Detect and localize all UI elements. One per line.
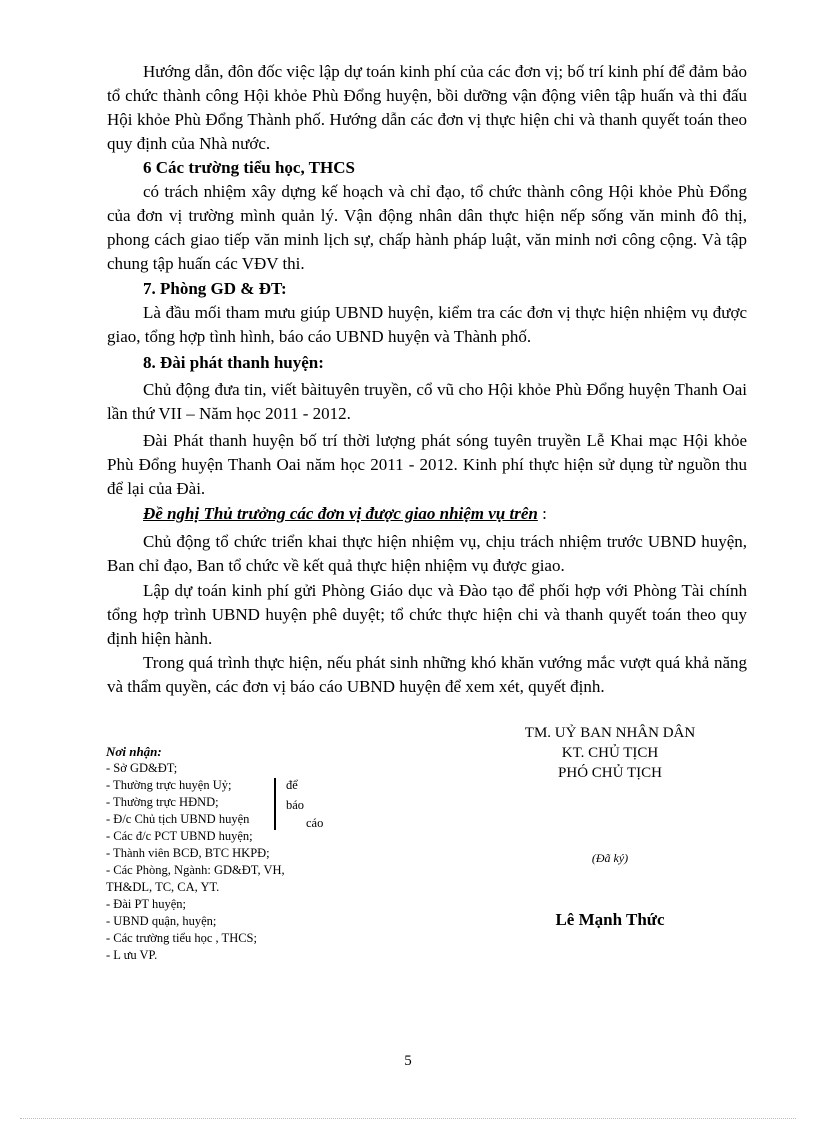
paragraph-budget-guidance: Hướng dẫn, đôn đốc việc lập dự toán kinh phí của các đơn vị; bố trí kinh phí để đảm bảo tổ chức thành công Hội khỏe Phù Đổng huyện, bồi dưỡng vận động viên tập huấn và thi đấu Hội khỏe Phù Đổng Thành phố. Hướng dẫn các đơn vị thực hiện chi và thanh quyết toán theo quy định của Nhà nước. — [107, 62, 747, 153]
request-colon: : — [537, 504, 547, 523]
section-heading-7: 7. Phòng GD & ĐT: — [143, 279, 287, 298]
request-heading-line — [107, 502, 747, 526]
paragraph-difficulties: Trong quá trình thực hiện, nếu phát sinh những khó khăn vướng mắc vượt quá khả năng và thẩm quyền, các đơn vị báo cáo UBND huyện để xem xét, quyết định. — [107, 653, 747, 696]
recipients-block — [106, 743, 346, 964]
recipient-item: - L ưu VP. — [106, 948, 158, 962]
paragraph-implement: Chủ động tổ chức triển khai thực hiện nhiệm vụ, chịu trách nhiệm trước UBND huyện, Ban chỉ đạo, Ban tổ chức về kết quả thực hiện nhiệm vụ được giao. — [107, 532, 747, 575]
paragraph-radio-news: Chủ động đưa tin, viết bàituyên truyền, cổ vũ cho Hội khỏe Phù Đổng huyện Thanh Oai lần thứ VII – Năm học 2011 - 2012. — [107, 380, 747, 423]
recipient-item: - UBND quận, huyện; — [106, 914, 217, 928]
recipient-item: - Thường trực HĐND; — [106, 795, 219, 809]
recipient-item: TH&DL, TC, CA, YT. — [106, 880, 220, 894]
recipient-item: - Các Phòng, Ngành: GD&ĐT, VH, — [106, 863, 285, 877]
signature-role: KT. CHỦ TỊCH — [561, 745, 659, 761]
recipient-item: - Các đ/c PCT UBND huyện; — [106, 829, 253, 843]
signature-org: TM. UỶ BAN NHÂN DÂN — [524, 725, 696, 741]
bracket-word-de: để — [286, 778, 298, 792]
bracket-word-bao: báo — [286, 798, 305, 812]
recipient-item: - Đ/c Chủ tịch UBND huyện — [106, 812, 250, 826]
request-heading: Đề nghị Thủ trưởng các đơn vị được giao nhiệm vụ trên — [143, 504, 538, 523]
recipient-item: - Thường trực huyện Uỷ; — [106, 778, 232, 792]
signature-signed-note: (Đã ký) — [591, 851, 629, 865]
paragraph-schools: có trách nhiệm xây dựng kế hoạch và chỉ đạo, tổ chức thành công Hội khỏe Phù Đổng của đơn vị trường mình quản lý. Vận động nhân dân thực hiện nếp sống văn minh đô thị, phong cách giao tiếp văn minh lịch sự, chấp hành pháp luật, văn minh nơi công cộng. Và tập chung tập huấn các VĐV thi. — [107, 182, 747, 273]
paragraph-education-office: Là đầu mối tham mưu giúp UBND huyện, kiểm tra các đơn vị thực hiện nhiệm vụ được giao, tổng hợp tình hình, báo cáo UBND huyện và Thành phố. — [107, 303, 747, 346]
recipient-item: - Thành viên BCĐ, BTC HKPĐ; — [106, 846, 270, 860]
bracket-word-cao: cáo — [306, 816, 324, 830]
footer-divider — [20, 1118, 796, 1119]
signer-name: Lê Mạnh Thức — [555, 910, 665, 929]
recipients-bracket — [274, 778, 276, 830]
paragraph-radio-broadcast: Đài Phát thanh huyện bố trí thời lượng phát sóng tuyên truyền Lễ Khai mạc Hội khỏe Phù Đổng huyện Thanh Oai năm học 2011 - 2012. Kinh phí thực hiện sử dụng từ nguồn thu để lại của Đài. — [107, 431, 747, 498]
recipients-title: Nơi nhận: — [106, 744, 162, 759]
page-number: 5 — [404, 1053, 412, 1069]
paragraph-budget-plan: Lập dự toán kinh phí gửi Phòng Giáo dục và Đào tạo để phối hợp với Phòng Tài chính tổng hợp trình UBND huyện phê duyệt; tổ chức thực hiện chi và thanh quyết toán theo quy định hiện hành. — [107, 581, 747, 648]
recipient-item: - Đài PT huyện; — [106, 897, 186, 911]
recipient-item: - Các trường tiểu học , THCS; — [106, 931, 257, 945]
recipient-item: - Sở GD&ĐT; — [106, 761, 178, 775]
section-heading-6: 6 Các trường tiểu học, THCS — [143, 158, 355, 177]
section-heading-8: 8. Đài phát thanh huyện: — [143, 353, 324, 372]
signature-title: PHÓ CHỦ TỊCH — [558, 765, 662, 781]
